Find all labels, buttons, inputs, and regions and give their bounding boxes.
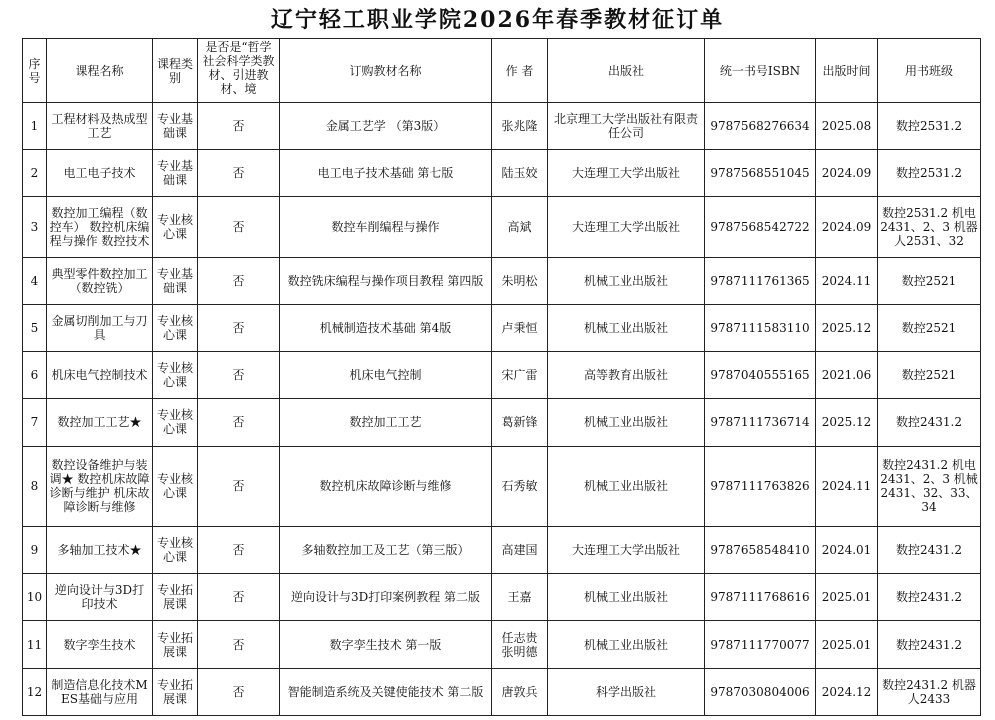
cell-type: 专业核心课 bbox=[153, 304, 198, 351]
cell-book: 智能制造系统及关键使能技术 第二版 bbox=[280, 668, 492, 715]
cell-classes: 数控2531.2 bbox=[878, 150, 981, 197]
cell-isbn: 9787040555165 bbox=[705, 352, 816, 399]
cell-course: 数控设备维护与装调★ 数控机床故障诊断与维护 机床故障诊断与维修 bbox=[47, 446, 153, 526]
cell-author: 陆玉姣 bbox=[492, 150, 548, 197]
table-row bbox=[23, 446, 981, 526]
cell-classes: 数控2431.2 bbox=[878, 399, 981, 446]
cell-type: 专业基础课 bbox=[153, 257, 198, 304]
cell-book: 数控铣床编程与操作项目教程 第四版 bbox=[280, 257, 492, 304]
cell-no: 7 bbox=[23, 399, 47, 446]
header-publisher: 出版社 bbox=[548, 39, 705, 103]
cell-book: 金属工艺学 （第3版） bbox=[280, 103, 492, 150]
cell-type: 专业拓展课 bbox=[153, 574, 198, 621]
cell-classes: 数控2431.2 机器人2433 bbox=[878, 668, 981, 715]
header-no: 序号 bbox=[23, 39, 47, 103]
cell-publisher: 科学出版社 bbox=[548, 668, 705, 715]
cell-isbn: 9787658548410 bbox=[705, 526, 816, 573]
cell-publisher: 机械工业出版社 bbox=[548, 574, 705, 621]
cell-phil: 否 bbox=[198, 574, 280, 621]
table-row bbox=[23, 257, 981, 304]
cell-author: 唐敦兵 bbox=[492, 668, 548, 715]
cell-publisher: 大连理工大学出版社 bbox=[548, 526, 705, 573]
cell-no: 12 bbox=[23, 668, 47, 715]
cell-type: 专业基础课 bbox=[153, 103, 198, 150]
page-title: 辽宁轻工职业学院2026年春季教材征订单 bbox=[270, 7, 725, 33]
header-phil: 是否是“哲学社会科学类教材、引进教材、境 bbox=[198, 39, 280, 103]
cell-no: 8 bbox=[23, 446, 47, 526]
cell-course: 典型零件数控加工（数控铣） bbox=[47, 257, 153, 304]
cell-date: 2024.01 bbox=[816, 526, 878, 573]
cell-publisher: 机械工业出版社 bbox=[548, 399, 705, 446]
cell-course: 工程材料及热成型工艺 bbox=[47, 103, 153, 150]
header-type: 课程类别 bbox=[153, 39, 198, 103]
cell-course: 逆向设计与3D打印技术 bbox=[47, 574, 153, 621]
cell-publisher: 机械工业出版社 bbox=[548, 446, 705, 526]
cell-course: 金属切削加工与刀具 bbox=[47, 304, 153, 351]
cell-book: 电工电子技术基础 第七版 bbox=[280, 150, 492, 197]
cell-author: 任志贵 张明德 bbox=[492, 621, 548, 668]
cell-classes: 数控2521 bbox=[878, 257, 981, 304]
table-row bbox=[23, 304, 981, 351]
cell-publisher: 机械工业出版社 bbox=[548, 621, 705, 668]
cell-course: 数控加工编程（数控车） 数控机床编程与操作 数控技术 bbox=[47, 197, 153, 257]
cell-publisher: 大连理工大学出版社 bbox=[548, 197, 705, 257]
cell-publisher: 高等教育出版社 bbox=[548, 352, 705, 399]
cell-book: 数字孪生技术 第一版 bbox=[280, 621, 492, 668]
table-row bbox=[23, 352, 981, 399]
cell-author: 张兆隆 bbox=[492, 103, 548, 150]
cell-publisher: 大连理工大学出版社 bbox=[548, 150, 705, 197]
table-header-row bbox=[23, 39, 981, 103]
cell-classes: 数控2431.2 bbox=[878, 526, 981, 573]
cell-type: 专业核心课 bbox=[153, 352, 198, 399]
cell-course: 制造信息化技术MES基础与应用 bbox=[47, 668, 153, 715]
cell-book: 数控加工工艺 bbox=[280, 399, 492, 446]
cell-book: 多轴数控加工及工艺（第三版） bbox=[280, 526, 492, 573]
cell-course: 多轴加工技术★ bbox=[47, 526, 153, 573]
cell-date: 2024.11 bbox=[816, 446, 878, 526]
cell-date: 2024.12 bbox=[816, 668, 878, 715]
cell-phil: 否 bbox=[198, 352, 280, 399]
cell-isbn: 9787111770077 bbox=[705, 621, 816, 668]
cell-course: 数字孪生技术 bbox=[47, 621, 153, 668]
cell-book: 数控机床故障诊断与维修 bbox=[280, 446, 492, 526]
table-row bbox=[23, 526, 981, 573]
cell-author: 葛新锋 bbox=[492, 399, 548, 446]
cell-no: 10 bbox=[23, 574, 47, 621]
table-row bbox=[23, 574, 981, 621]
cell-phil: 否 bbox=[198, 668, 280, 715]
cell-no: 2 bbox=[23, 150, 47, 197]
cell-date: 2025.01 bbox=[816, 621, 878, 668]
cell-type: 专业核心课 bbox=[153, 197, 198, 257]
cell-phil: 否 bbox=[198, 399, 280, 446]
header-author: 作 者 bbox=[492, 39, 548, 103]
cell-phil: 否 bbox=[198, 197, 280, 257]
cell-classes: 数控2431.2 机电2431、2、3 机械2431、32、33、34 bbox=[878, 446, 981, 526]
cell-isbn: 9787568276634 bbox=[705, 103, 816, 150]
cell-isbn: 9787111761365 bbox=[705, 257, 816, 304]
cell-book: 数控车削编程与操作 bbox=[280, 197, 492, 257]
cell-type: 专业核心课 bbox=[153, 446, 198, 526]
cell-date: 2025.01 bbox=[816, 574, 878, 621]
cell-date: 2024.09 bbox=[816, 197, 878, 257]
table-row bbox=[23, 197, 981, 257]
cell-author: 王嘉 bbox=[492, 574, 548, 621]
cell-no: 4 bbox=[23, 257, 47, 304]
cell-type: 专业拓展课 bbox=[153, 668, 198, 715]
cell-date: 2024.11 bbox=[816, 257, 878, 304]
table-row bbox=[23, 150, 981, 197]
cell-no: 6 bbox=[23, 352, 47, 399]
cell-phil: 否 bbox=[198, 304, 280, 351]
cell-publisher: 北京理工大学出版社有限责任公司 bbox=[548, 103, 705, 150]
table-row bbox=[23, 103, 981, 150]
cell-date: 2021.06 bbox=[816, 352, 878, 399]
cell-isbn: 9787111763826 bbox=[705, 446, 816, 526]
cell-date: 2025.12 bbox=[816, 304, 878, 351]
cell-book: 逆向设计与3D打印案例教程 第二版 bbox=[280, 574, 492, 621]
header-book: 订购教材名称 bbox=[280, 39, 492, 103]
cell-no: 9 bbox=[23, 526, 47, 573]
cell-phil: 否 bbox=[198, 103, 280, 150]
cell-course: 数控加工工艺★ bbox=[47, 399, 153, 446]
cell-classes: 数控2521 bbox=[878, 352, 981, 399]
cell-publisher: 机械工业出版社 bbox=[548, 304, 705, 351]
cell-book: 机床电气控制 bbox=[280, 352, 492, 399]
textbook-order-table bbox=[22, 38, 981, 716]
cell-publisher: 机械工业出版社 bbox=[548, 257, 705, 304]
cell-no: 3 bbox=[23, 197, 47, 257]
cell-date: 2025.12 bbox=[816, 399, 878, 446]
cell-author: 朱明松 bbox=[492, 257, 548, 304]
cell-author: 宋广雷 bbox=[492, 352, 548, 399]
cell-type: 专业核心课 bbox=[153, 526, 198, 573]
cell-isbn: 9787111736714 bbox=[705, 399, 816, 446]
cell-classes: 数控2431.2 bbox=[878, 574, 981, 621]
cell-phil: 否 bbox=[198, 526, 280, 573]
cell-no: 5 bbox=[23, 304, 47, 351]
cell-type: 专业核心课 bbox=[153, 399, 198, 446]
cell-no: 11 bbox=[23, 621, 47, 668]
cell-phil: 否 bbox=[198, 446, 280, 526]
table-row bbox=[23, 668, 981, 715]
cell-date: 2025.08 bbox=[816, 103, 878, 150]
cell-course: 电工电子技术 bbox=[47, 150, 153, 197]
cell-classes: 数控2531.2 bbox=[878, 103, 981, 150]
header-classes: 用书班级 bbox=[878, 39, 981, 103]
cell-author: 高建国 bbox=[492, 526, 548, 573]
cell-isbn: 9787030804006 bbox=[705, 668, 816, 715]
cell-isbn: 9787111768616 bbox=[705, 574, 816, 621]
table-row bbox=[23, 399, 981, 446]
table-row bbox=[23, 621, 981, 668]
cell-type: 专业基础课 bbox=[153, 150, 198, 197]
cell-author: 高斌 bbox=[492, 197, 548, 257]
cell-classes: 数控2431.2 bbox=[878, 621, 981, 668]
cell-type: 专业拓展课 bbox=[153, 621, 198, 668]
cell-isbn: 9787568551045 bbox=[705, 150, 816, 197]
cell-phil: 否 bbox=[198, 150, 280, 197]
cell-no: 1 bbox=[23, 103, 47, 150]
header-date: 出版时间 bbox=[816, 39, 878, 103]
cell-author: 卢秉恒 bbox=[492, 304, 548, 351]
header-isbn: 统一书号ISBN bbox=[705, 39, 816, 103]
cell-book: 机械制造技术基础 第4版 bbox=[280, 304, 492, 351]
cell-author: 石秀敏 bbox=[492, 446, 548, 526]
cell-phil: 否 bbox=[198, 257, 280, 304]
cell-isbn: 9787111583110 bbox=[705, 304, 816, 351]
cell-phil: 否 bbox=[198, 621, 280, 668]
cell-isbn: 9787568542722 bbox=[705, 197, 816, 257]
cell-date: 2024.09 bbox=[816, 150, 878, 197]
cell-classes: 数控2531.2 机电2431、2、3 机器人2531、32 bbox=[878, 197, 981, 257]
cell-course: 机床电气控制技术 bbox=[47, 352, 153, 399]
cell-classes: 数控2521 bbox=[878, 304, 981, 351]
header-course: 课程名称 bbox=[47, 39, 153, 103]
